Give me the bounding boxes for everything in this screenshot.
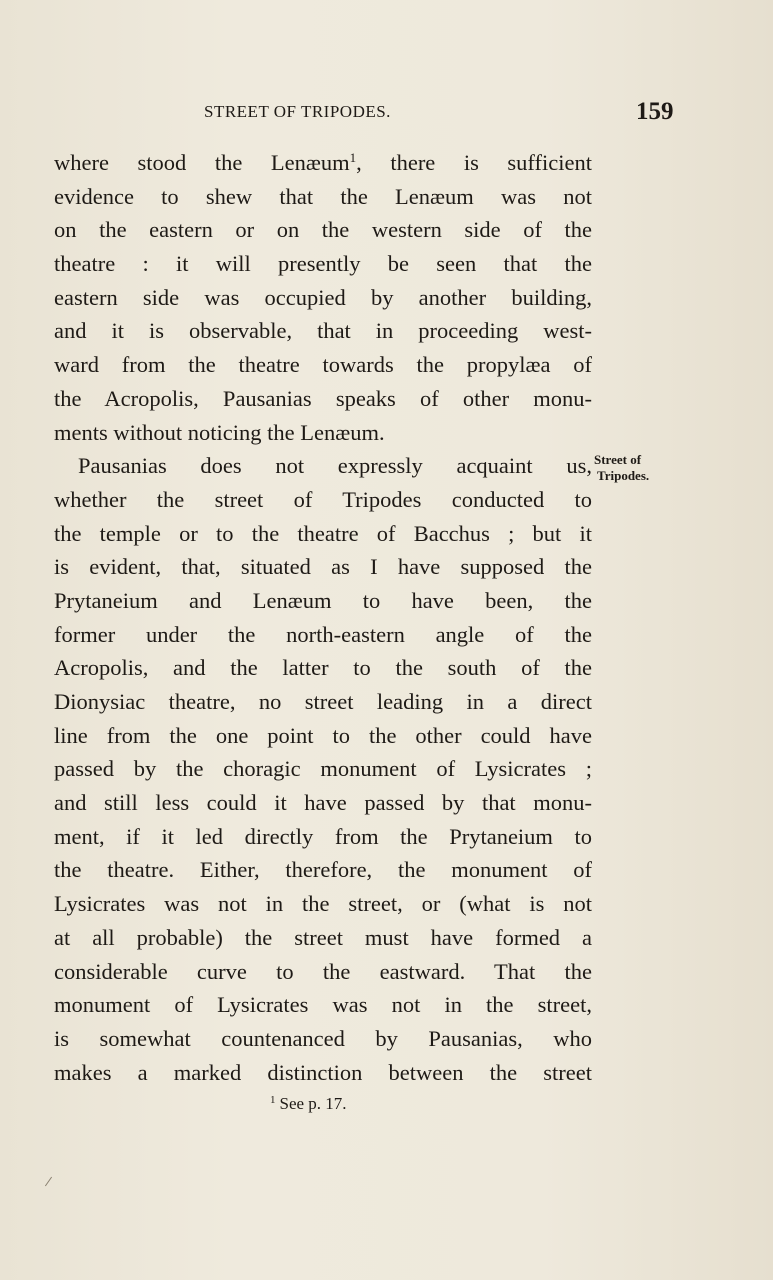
text-line: the Acropolis, Pausanias speaks of other monu- [54,385,592,411]
text-line: whether the street of Tripodes conducted to [54,486,592,512]
text-line: Prytaneium and Lenæum to have been, the [54,587,592,613]
footnote-mark: 1 [270,1094,276,1106]
text-line: Lysicrates was not in the street, or (what is not [54,891,592,917]
text-line: monument of Lysicrates was not in the street, [54,992,592,1018]
text-line: at all probable) the street must have formed a [54,924,592,950]
text-line: and it is observable, that in proceeding west- [54,318,592,344]
text-line: where stood the Lenæum$^1$, there is sufficient [54,150,592,175]
text-line: the theatre. Either, therefore, the monument of [54,857,592,883]
text-line: is evident, that, situated as I have supposed the [54,554,592,580]
paper-speck [45,1177,52,1187]
marginal-note-line: Tripodes. [597,468,650,483]
text-line-paragraph-end: ments without noticing the Lenæum. [54,419,385,445]
text-line: ward from the theatre towards the propylæa of [54,352,592,378]
body-text [54,146,592,1089]
footnote [270,1094,347,1114]
text-line: is somewhat countenanced by Pausanias, who [54,1025,592,1051]
footnote-reference: 1 [349,150,357,165]
footnote-text: See p. 17. [279,1094,347,1113]
marginal-note-line: Street of [594,452,642,467]
page-number: 159 [636,98,674,125]
text-line: Dionysiac theatre, no street leading in a direct [54,689,592,714]
text-line: passed by the choragic monument of Lysicrates ; [54,756,592,782]
text-line: theatre : it will presently be seen that the [54,251,592,277]
text-line: the temple or to the theatre of Bacchus ; but it [54,520,592,546]
text-line: Acropolis, and the latter to the south of the [54,655,592,681]
text-line: makes a marked distinction between the street [54,1059,592,1085]
text-line: and still less could it have passed by that monu- [54,790,592,816]
text-line: considerable curve to the eastward. That the [54,958,592,984]
text-line: former under the north-eastern angle of the [54,621,592,647]
marginal-note [594,452,664,484]
text-line: eastern side was occupied by another building, [54,284,592,310]
text-line-paragraph-start: Pausanias does not expressly acquaint us, [78,453,592,479]
running-title: STREET OF TRIPODES. [204,102,391,121]
text-line: on the eastern or on the western side of the [54,217,592,243]
text-line: line from the one point to the other could have [54,722,592,748]
text-line: evidence to shew that the Lenæum was not [54,183,592,209]
text-line: ment, if it led directly from the Prytaneium to [54,823,592,849]
running-head [0,100,773,130]
